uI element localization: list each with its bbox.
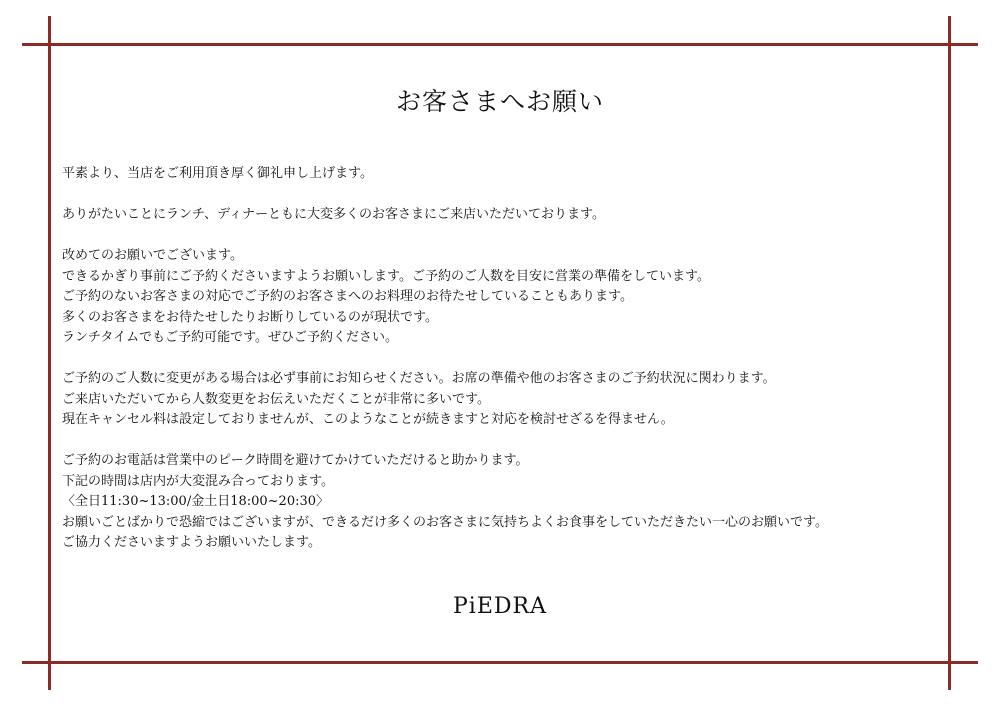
body-line: ご予約のご人数に変更がある場合は必ず事前にお知らせください。お席の準備や他のお客さまのご予約状況に関わります。 [62, 371, 776, 386]
notice-body [62, 164, 942, 554]
paragraph-thanks [62, 205, 942, 226]
body-line: できるかぎり事前にご予約くださいますようお願いします。ご予約のご人数を目安に営業の準備をしています。 [62, 268, 710, 284]
paragraph-greeting [62, 164, 942, 185]
body-line: ご来店いただいてから人数変更をお伝えいただくことが非常に多いです。 [62, 391, 490, 407]
body-line: 現在キャンセル料は設定しておりませんが、このようなことが続きますと対応を検討せざるを得ません。 [62, 412, 674, 427]
body-line: ご協力くださいますようお願いいたします。 [62, 535, 321, 550]
paragraph-party-size-changes [62, 369, 942, 431]
notice-title: お客さまへお願い [395, 87, 604, 116]
body-line: ご予約のお電話は営業中のピーク時間を避けてかけていただけると助かります。 [62, 453, 529, 468]
body-line: 多くのお客さまをお待たせしたりお断りしているのが現状です。 [62, 309, 438, 325]
paragraph-reservation-request [62, 246, 942, 349]
frame-top-line [22, 43, 978, 46]
restaurant-signature: PiEDRA [453, 594, 547, 619]
body-line: ご予約のないお客さまの対応でご予約のお客さまへのお料理のお待たせしていることもあります。 [62, 289, 633, 304]
peak-hours-line: 〈全日11:30~13:00/金土日18:00~20:30〉 [62, 494, 330, 509]
paragraph-phone-calls [62, 451, 942, 554]
body-line: ランチタイムでもご予約可能です。ぜひご予約ください。 [62, 330, 399, 345]
body-line: 下記の時間は店内が大変混み合っております。 [62, 473, 334, 489]
body-line: お願いごとばかりで恐縮ではございますが、できるだけ多くのお客さまに気持ちよくお食事をしていただきたい一心のお願いです。 [62, 514, 828, 530]
body-line: 平素より、当店をご利用頂き厚く御礼申し上げます。 [62, 166, 373, 181]
body-line: ありがたいことにランチ、ディナーともに大変多くのお客さまにご来店いただいております。 [62, 207, 606, 222]
body-line: 改めてのお願いでございます。 [62, 248, 243, 263]
frame-bottom-line [22, 661, 978, 664]
